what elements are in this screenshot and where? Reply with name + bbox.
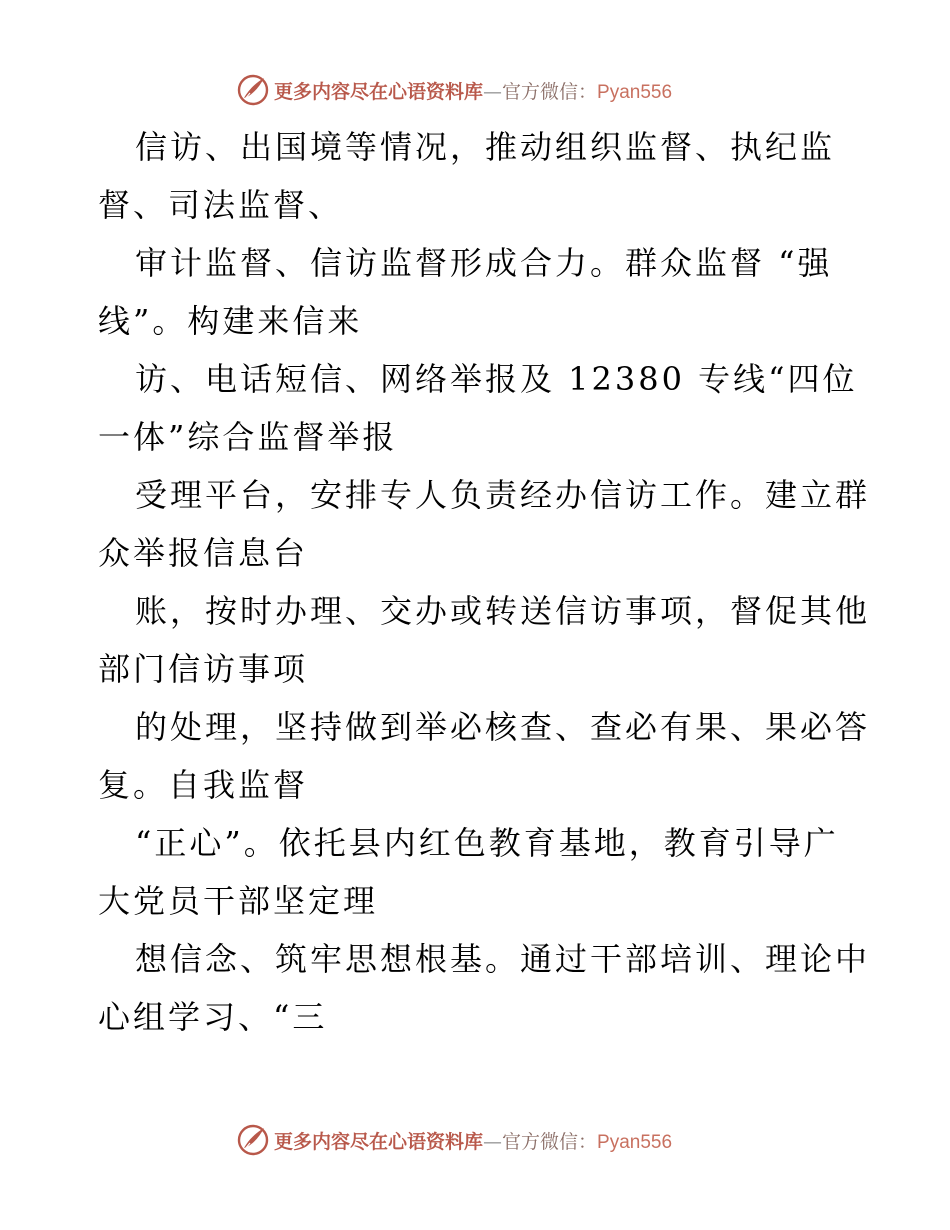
banner-separator: — bbox=[483, 80, 503, 103]
document-body bbox=[98, 118, 871, 1046]
banner-text bbox=[274, 77, 672, 104]
banner-text bbox=[274, 1127, 672, 1154]
banner-site-name: 更多内容尽在心语资料库 bbox=[274, 80, 484, 103]
quill-pen-circle-icon bbox=[236, 1123, 270, 1157]
body-line: 账，按时办理、交办或转送信访事项，督促其他 bbox=[135, 592, 871, 630]
banner-wechat-label: 官方微信： bbox=[502, 80, 598, 103]
body-line: 督、司法监督、 bbox=[98, 186, 344, 224]
body-line: 线”。构建来信来 bbox=[98, 302, 363, 340]
header-banner bbox=[236, 72, 672, 108]
footer-banner bbox=[236, 1122, 672, 1158]
body-line: 复。自我监督 bbox=[98, 766, 309, 804]
body-line: 众举报信息台 bbox=[98, 534, 309, 572]
banner-separator: — bbox=[483, 1130, 503, 1153]
banner-site-name: 更多内容尽在心语资料库 bbox=[274, 1130, 484, 1153]
body-line: 的处理，坚持做到举必核查、查必有果、果必答 bbox=[135, 708, 871, 746]
body-line: 受理平台，安排专人负责经办信访工作。建立群 bbox=[135, 476, 871, 514]
body-line: 信访、出国境等情况，推动组织监督、执纪监 bbox=[135, 128, 836, 166]
body-line: 想信念、筑牢思想根基。通过干部培训、理论中 bbox=[135, 940, 871, 978]
banner-wechat-id: Pyan556 bbox=[597, 1131, 673, 1153]
body-line: 审计监督、信访监督形成合力。群众监督 “强 bbox=[135, 244, 833, 282]
body-line: 心组学习、“三 bbox=[98, 998, 328, 1036]
banner-wechat-label: 官方微信： bbox=[502, 1130, 598, 1153]
banner-wechat-id: Pyan556 bbox=[597, 81, 673, 103]
body-line: “正心”。依托县内红色教育基地，教育引导广 bbox=[135, 824, 839, 862]
body-line: 一体”综合监督举报 bbox=[98, 418, 398, 456]
body-line: 访、电话短信、网络举报及 12380 专线“四位 bbox=[135, 360, 858, 398]
body-line: 大党员干部坚定理 bbox=[98, 882, 379, 920]
body-line: 部门信访事项 bbox=[98, 650, 309, 688]
quill-pen-circle-icon bbox=[236, 73, 270, 107]
